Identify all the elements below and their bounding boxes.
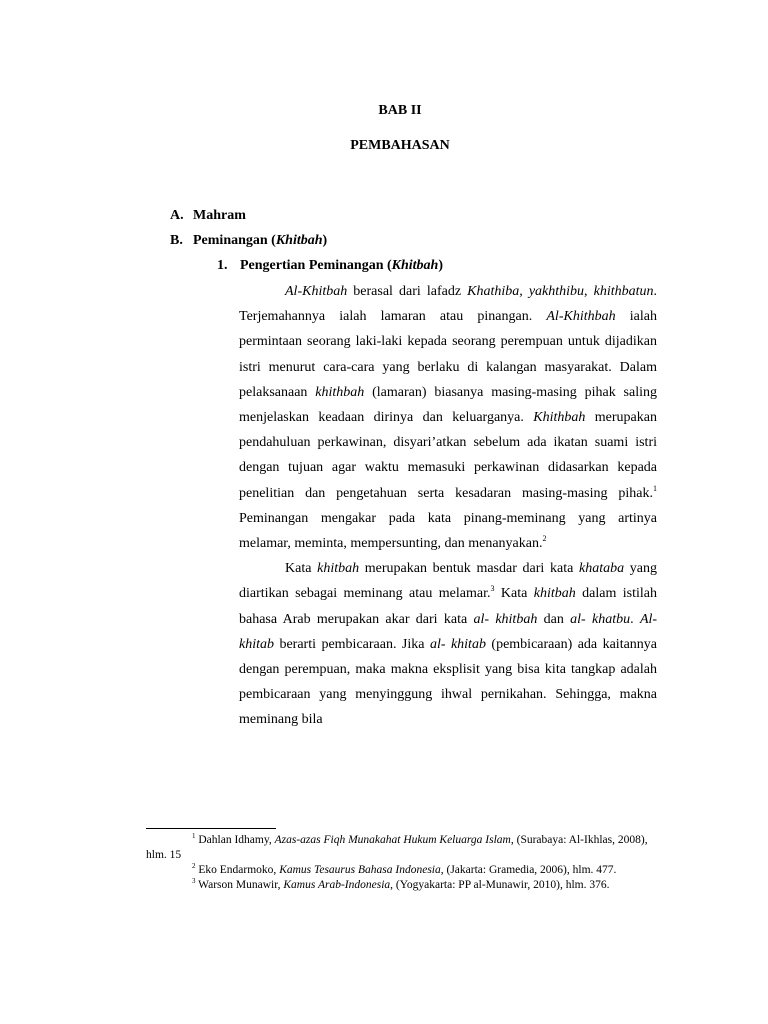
heading-b-text-post: ) — [322, 233, 328, 248]
italic-term: khataba — [578, 561, 625, 577]
footnote-author: Eko Endarmoko, — [195, 864, 280, 876]
text-run: (pembicaraan) ada kaitannya dengan perempuan, maka makna eksplisit yang bisa kita tangkap adalah pembicaraan yang menyinggung ihwal pernikahan. Sehingga, makna meminang bila — [239, 636, 658, 728]
chapter-title: BAB II — [378, 103, 422, 118]
italic-term: Khithbah — [533, 410, 586, 426]
text-run: . Terjemahannya ialah lamaran atau pinangan. — [239, 284, 658, 325]
footnote-separator — [146, 828, 276, 829]
heading-1-text-post: ) — [438, 258, 444, 273]
italic-term: khithbatun — [593, 284, 654, 299]
text-run: Kata — [285, 561, 318, 577]
footnote-publication: , (Surabaya: Al-Ikhlas, 2008), hlm. 15 — [146, 834, 648, 861]
footnote-ref[interactable]: 1 — [653, 483, 657, 493]
footnote-1 — [146, 833, 656, 863]
paragraph-1 — [239, 279, 657, 556]
heading-1-text-italic: Khitbah — [391, 258, 439, 273]
footnote-title: Azas-azas Fiqh Munakahat Hukum Keluarga Islam — [274, 834, 511, 846]
footnote-publication: , (Jakarta: Gramedia, 2006), hlm. 477. — [440, 864, 617, 876]
text-run: yang diartikan sebagai meminang atau melamar. — [239, 561, 657, 602]
footnote-publication: , (Yogyakarta: PP al-Munawir, 2010), hlm. 376. — [390, 879, 610, 891]
text-run: (lamaran) biasanya masing-masing pihak saling menjelaskan keadaan dirinya dan keluarganya. — [239, 384, 657, 426]
italic-term: khithbah — [315, 384, 365, 400]
text-run: merupakan pendahuluan perkawinan, disyari’atkan sebelum ada ikatan suami istri dengan tujuan agar waktu memasuki perkawinan didasarkan kepada penelitian dan pengetahuan serta kesadaran masing-masing pihak. — [239, 410, 657, 501]
footnote-number: 3 — [192, 877, 196, 885]
italic-term: Al-Khithbah — [546, 309, 616, 325]
text-run: berasal dari lafadz — [347, 284, 468, 299]
heading-1-text-pre: Pengertian Peminangan ( — [240, 258, 392, 273]
footnote-title: Kamus Tesaurus Bahasa Indonesia — [279, 864, 441, 876]
section-title: PEMBAHASAN — [350, 138, 450, 153]
italic-term: al- khitbah — [473, 611, 538, 627]
heading-a-number: A. — [170, 208, 184, 223]
footnote-number: 1 — [192, 832, 196, 840]
italic-term: al- khitab — [429, 636, 486, 652]
text-run: Peminangan mengakar pada kata pinang-meminang yang artinya melamar, meminta, mempersunting, dan menanyakan. — [239, 510, 657, 552]
footnote-author: Dahlan Idhamy, — [195, 834, 275, 846]
text-run: merupakan bentuk masdar dari kata — [359, 561, 579, 577]
footnote-2 — [146, 863, 656, 878]
italic-term: al- khatbu — [570, 611, 631, 627]
heading-a — [170, 208, 246, 224]
heading-b-text-italic: Khitbah — [275, 233, 323, 248]
text-run: Kata — [494, 586, 534, 602]
heading-b — [170, 233, 327, 249]
heading-b-number: B. — [170, 233, 183, 248]
paragraph-2 — [239, 556, 657, 732]
footnote-number: 2 — [192, 862, 196, 870]
italic-term: Al-Khitbah — [285, 284, 348, 299]
text-run: berarti pembicaraan. Jika — [274, 636, 430, 652]
italic-term: Al- khitab — [239, 611, 658, 652]
text-run: dan — [537, 611, 571, 627]
text-run: dalam istilah bahasa Arab merupakan akar dari kata — [239, 586, 657, 627]
heading-a-text: Mahram — [193, 208, 246, 223]
footnote-title: Kamus Arab-Indonesia — [283, 879, 391, 891]
body-text — [239, 279, 657, 733]
text-run: , — [584, 284, 594, 299]
italic-term: khitbah — [533, 586, 576, 602]
italic-term: khitbah — [317, 561, 360, 577]
footnote-ref[interactable]: 3 — [490, 584, 495, 594]
heading-1-number: 1. — [217, 258, 228, 273]
footnote-ref[interactable]: 2 — [542, 534, 547, 544]
text-run: . — [630, 611, 640, 627]
heading-1 — [217, 258, 443, 274]
footnotes — [146, 833, 656, 893]
footnote-3 — [146, 878, 656, 893]
footnote-author: Warson Munawir, — [195, 879, 284, 891]
italic-term: Khathiba, yakhthibu — [467, 284, 585, 299]
heading-b-text-pre: Peminangan ( — [193, 233, 276, 248]
text-run: ialah permintaan seorang laki-laki kepada seorang perempuan untuk dijadikan istri menurut cara-cara yang berlaku di kalangan masyarakat. Dalam pelaksanaan — [239, 309, 657, 400]
